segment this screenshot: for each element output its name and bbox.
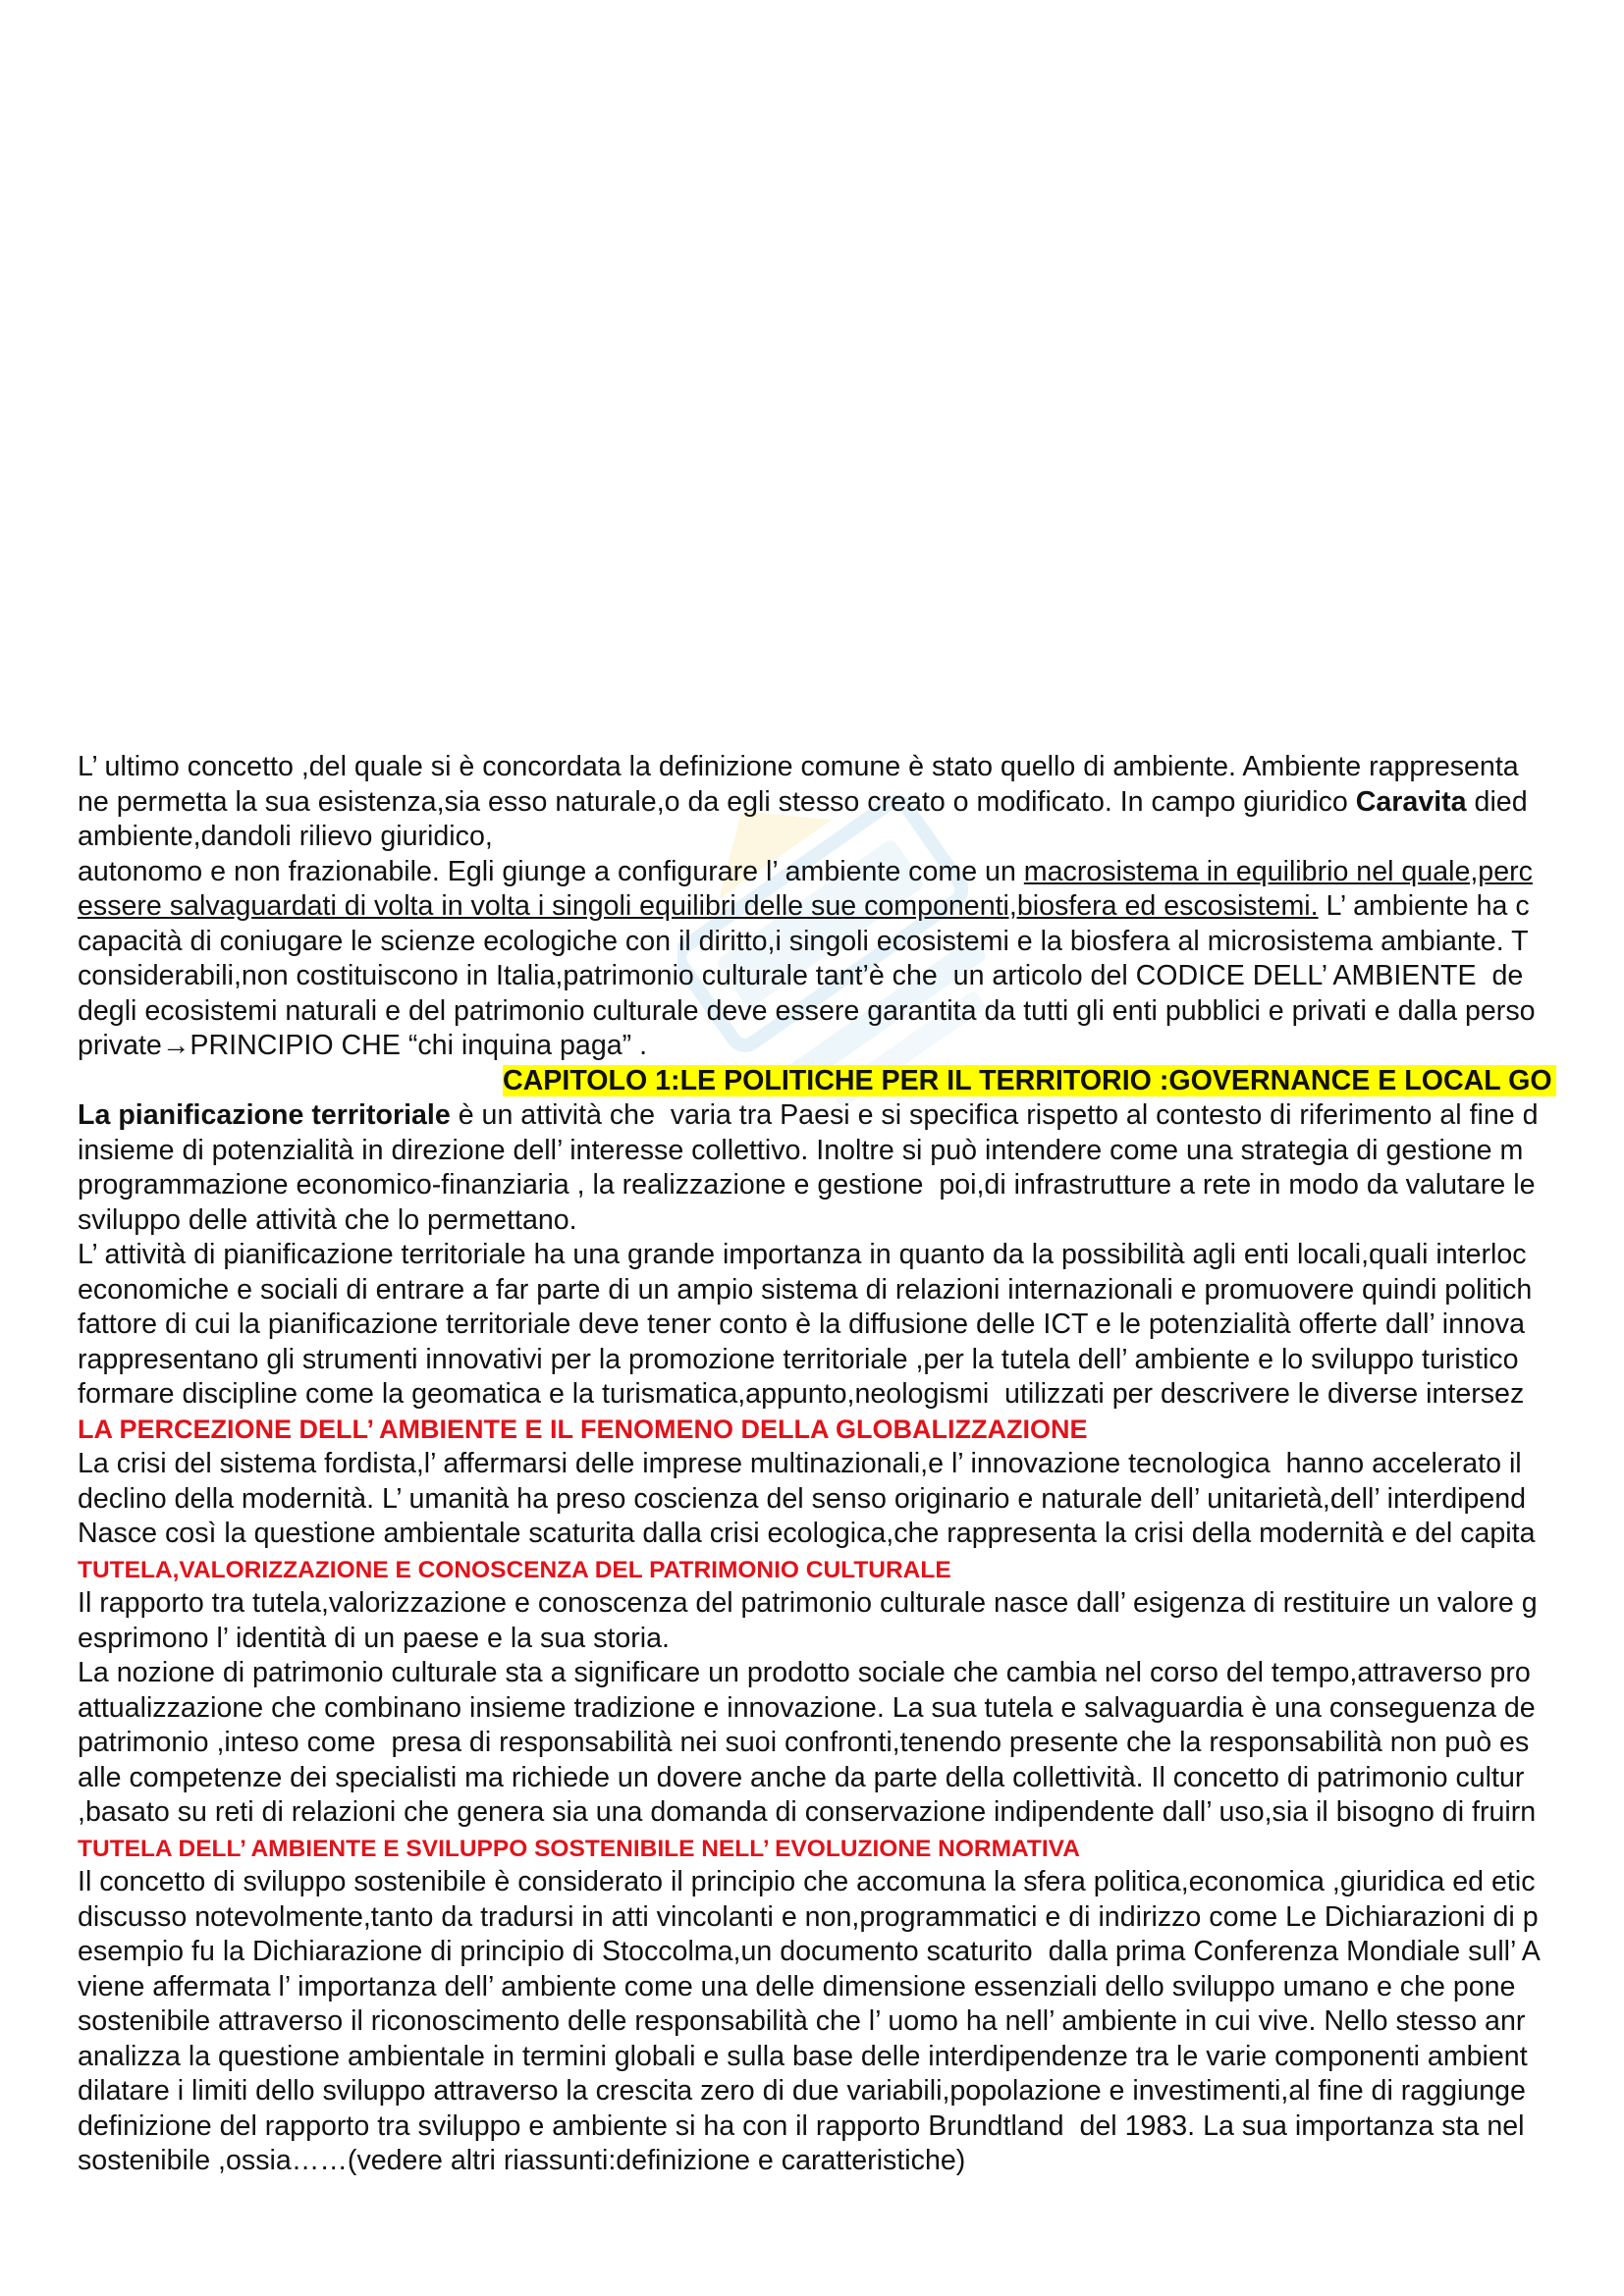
text: degli ecosistemi naturali e del patrimonio culturale deve essere garantita da tutti gli enti pubblici e privati e dalla perso <box>78 994 1536 1027</box>
section-title: TUTELA DELL’ AMBIENTE E SVILUPPO SOSTENIBILE NELL’ EVOLUZIONE NORMATIVA <box>78 1835 1080 1862</box>
text: insieme di potenzialità in direzione dell’ interesse collettivo. Inoltre si può intendere come una strategia di gestione m <box>78 1134 1524 1166</box>
text: analizza la questione ambientale in termini globali e sulla base delle interdipendenze tra le varie componenti ambient <box>78 2040 1528 2072</box>
section-title: LA PERCEZIONE DELL’ AMBIENTE E IL FENOMENO DELLA GLOBALIZZAZIONE <box>78 1414 1088 1444</box>
planning-line-7 <box>78 1308 1624 1343</box>
section-heading-heritage <box>78 1552 1624 1587</box>
perception-line-2 <box>78 1482 1624 1518</box>
text: formare discipline come la geomatica e la turismatica,appunto,neologismi utilizzati per descrivere le diverse intersez <box>78 1378 1525 1410</box>
text: attualizzazione che combinano insieme tradizione e innovazione. La sua tutela e salvaguardia è una conseguenza de <box>78 1691 1536 1724</box>
intro-line-1 <box>78 750 1624 785</box>
intro-line-4 <box>78 855 1624 890</box>
text: fattore di cui la pianificazione territoriale deve tener conto è la diffusione delle ICT e le potenzialità offerte dall’ innova <box>78 1308 1526 1340</box>
env-line-6 <box>78 2040 1624 2075</box>
text: L’ attività di pianificazione territoriale ha una grande importanza in quanto da la possibilità agli enti locali,quali interloc <box>78 1239 1527 1270</box>
text: L’ ambiente ha c <box>1318 890 1530 922</box>
text: economiche e sociali di entrare a far parte di un ampio sistema di relazioni internazionali e promuovere quindi politich <box>78 1273 1533 1306</box>
text: L’ ultimo concetto ,del quale si è concordata la definizione comune è stato quello di ambiente. Ambiente rappresenta <box>78 751 1519 782</box>
text: discusso notevolmente,tanto da tradursi in atti vincolanti e non,programmatici e di indirizzo come Le Dichiarazioni di p <box>78 1900 1539 1933</box>
intro-line-9 <box>78 1029 1624 1064</box>
intro-line-2 <box>78 785 1624 821</box>
perception-line-3 <box>78 1517 1624 1552</box>
env-line-3 <box>78 1935 1624 1970</box>
heritage-line-6 <box>78 1761 1624 1796</box>
text: died <box>1466 785 1528 818</box>
env-line-2 <box>78 1900 1624 1936</box>
intro-line-5 <box>78 889 1624 925</box>
author-name: Caravita <box>1355 785 1467 818</box>
text: PRINCIPIO CHE “chi inquina paga” . <box>189 1030 648 1061</box>
text: La nozione di patrimonio culturale sta a significare un prodotto sociale che cambia nel corso del tempo,attraverso pro <box>78 1657 1531 1688</box>
text: capacità di coniugare le scienze ecologiche con il diritto,i singoli ecosistemi e la biosfera al microsistema ambiante. T <box>78 925 1529 957</box>
planning-line-4 <box>78 1203 1624 1239</box>
planning-line-3 <box>78 1168 1624 1203</box>
heritage-line-4 <box>78 1691 1624 1727</box>
arrow-icon: → <box>161 1030 190 1061</box>
text: rappresentano gli strumenti innovativi per la promozione territoriale ,per la tutela dell’ ambiente e lo sviluppo turistico <box>78 1343 1519 1375</box>
text: ,basato su reti di relazioni che genera sia una domanda di conservazione indipendente dall’ uso,sia il bisogno di fruirn <box>78 1796 1537 1828</box>
planning-line-1 <box>78 1098 1624 1134</box>
text: dilatare i limiti dello sviluppo attraverso la crescita zero di due variabili,popolazione e investimenti,al fine di raggiunge <box>78 2075 1526 2107</box>
text: sostenibile attraverso il riconoscimento delle responsabilità che l’ uomo ha nell’ ambiente in cui vive. Nello stesso anr <box>78 2005 1526 2037</box>
heritage-line-5 <box>78 1726 1624 1761</box>
text: ambiente,dandoli rilievo giuridico, <box>78 821 493 852</box>
heritage-line-1 <box>78 1586 1624 1622</box>
section-heading-environment <box>78 1831 1624 1866</box>
perception-line-1 <box>78 1447 1624 1482</box>
text: esprimono l’ identità di un paese e la sua storia. <box>78 1622 670 1654</box>
text: alle competenze dei specialisti ma richiede un dovere anche da parte della collettività. Il concetto di patrimonio cultur <box>78 1761 1525 1793</box>
text: è un attività che varia tra Paesi e si specifica rispetto al contesto di riferimento al fine d <box>450 1099 1539 1131</box>
section-title: TUTELA,VALORIZZAZIONE E CONOSCENZA DEL PATRIMONIO CULTURALE <box>78 1556 951 1583</box>
text: considerabili,non costituiscono in Italia,patrimonio culturale tant’è che un articolo del CODICE DELL’ AMBIENTE de <box>78 960 1524 991</box>
env-line-5 <box>78 2004 1624 2040</box>
planning-line-5 <box>78 1238 1624 1273</box>
planning-line-2 <box>78 1134 1624 1169</box>
env-line-1 <box>78 1865 1624 1900</box>
text: autonomo e non frazionabile. Egli giunge a configurare l’ ambiente come un <box>78 855 1024 887</box>
planning-line-9 <box>78 1377 1624 1413</box>
intro-line-3 <box>78 820 1624 855</box>
planning-line-6 <box>78 1273 1624 1308</box>
text: sostenibile ,ossia……(vedere altri riassunti:definizione e caratteristiche) <box>78 2145 966 2176</box>
underlined-text: essere salvaguardati di volta in volta i singoli equilibri delle sue componenti,biosfera ed escosistemi. <box>78 890 1319 922</box>
text: ne permetta la sua esistenza,sia esso naturale,o da egli stesso creato o modificato. In campo giuridico <box>78 785 1356 818</box>
text: definizione del rapporto tra sviluppo e ambiente si ha con il rapporto Brundtland del 1983. La sua importanza sta nel <box>78 2109 1525 2142</box>
text: Nasce così la questione ambientale scaturita dalla crisi ecologica,che rappresenta la crisi della modernità e del capita <box>78 1518 1536 1549</box>
planning-line-8 <box>78 1343 1624 1378</box>
env-line-4 <box>78 1970 1624 2005</box>
intro-line-7 <box>78 959 1624 994</box>
text: declino della modernità. L’ umanità ha preso coscienza del senso originario e naturale dell’ unitarietà,dell’ interdipend <box>78 1482 1527 1515</box>
intro-line-6 <box>78 925 1624 960</box>
text: programmazione economico-finanziaria , la realizzazione e gestione poi,di infrastrutture a rete in modo da valutare le <box>78 1169 1536 1201</box>
text: patrimonio ,inteso come presa di responsabilità nei suoi confronti,tenendo presente che la responsabilità non può es <box>78 1727 1530 1758</box>
heritage-line-7 <box>78 1795 1624 1831</box>
text: Il concetto di sviluppo sostenibile è considerato il principio che accomuna la sfera politica,economica ,giuridica ed etic <box>78 1866 1536 1897</box>
text: esempio fu la Dichiarazione di principio di Stoccolma,un documento scaturito dalla prima Conferenza Mondiale sull’ A <box>78 1936 1541 1967</box>
text: La crisi del sistema fordista,l’ affermarsi delle imprese multinazionali,e l’ innovazione tecnologica hanno accelerato il <box>78 1448 1522 1479</box>
env-line-9 <box>78 2144 1624 2179</box>
underlined-text: macrosistema in equilibrio nel quale,perc <box>1023 855 1533 887</box>
text: Il rapporto tra tutela,valorizzazione e conoscenza del patrimonio culturale nasce dall’ esigenza di restituire un valore g <box>78 1587 1538 1619</box>
heritage-line-3 <box>78 1656 1624 1691</box>
chapter-title: CAPITOLO 1:LE POLITICHE PER IL TERRITORIO :GOVERNANCE E LOCAL GO <box>503 1065 1556 1096</box>
text: private <box>78 1030 162 1061</box>
chapter-heading <box>78 1064 1624 1099</box>
bold-term: La pianificazione territoriale <box>78 1099 451 1131</box>
heritage-line-2 <box>78 1622 1624 1657</box>
document-body <box>78 750 1624 2179</box>
env-line-8 <box>78 2109 1624 2145</box>
env-line-7 <box>78 2074 1624 2109</box>
text: viene affermata l’ importanza dell’ ambiente come una delle dimensione essenziali dello sviluppo umano e che pone <box>78 1970 1516 2002</box>
intro-line-8 <box>78 994 1624 1030</box>
section-heading-perception <box>78 1413 1624 1448</box>
text: sviluppo delle attività che lo permettano. <box>78 1203 577 1236</box>
